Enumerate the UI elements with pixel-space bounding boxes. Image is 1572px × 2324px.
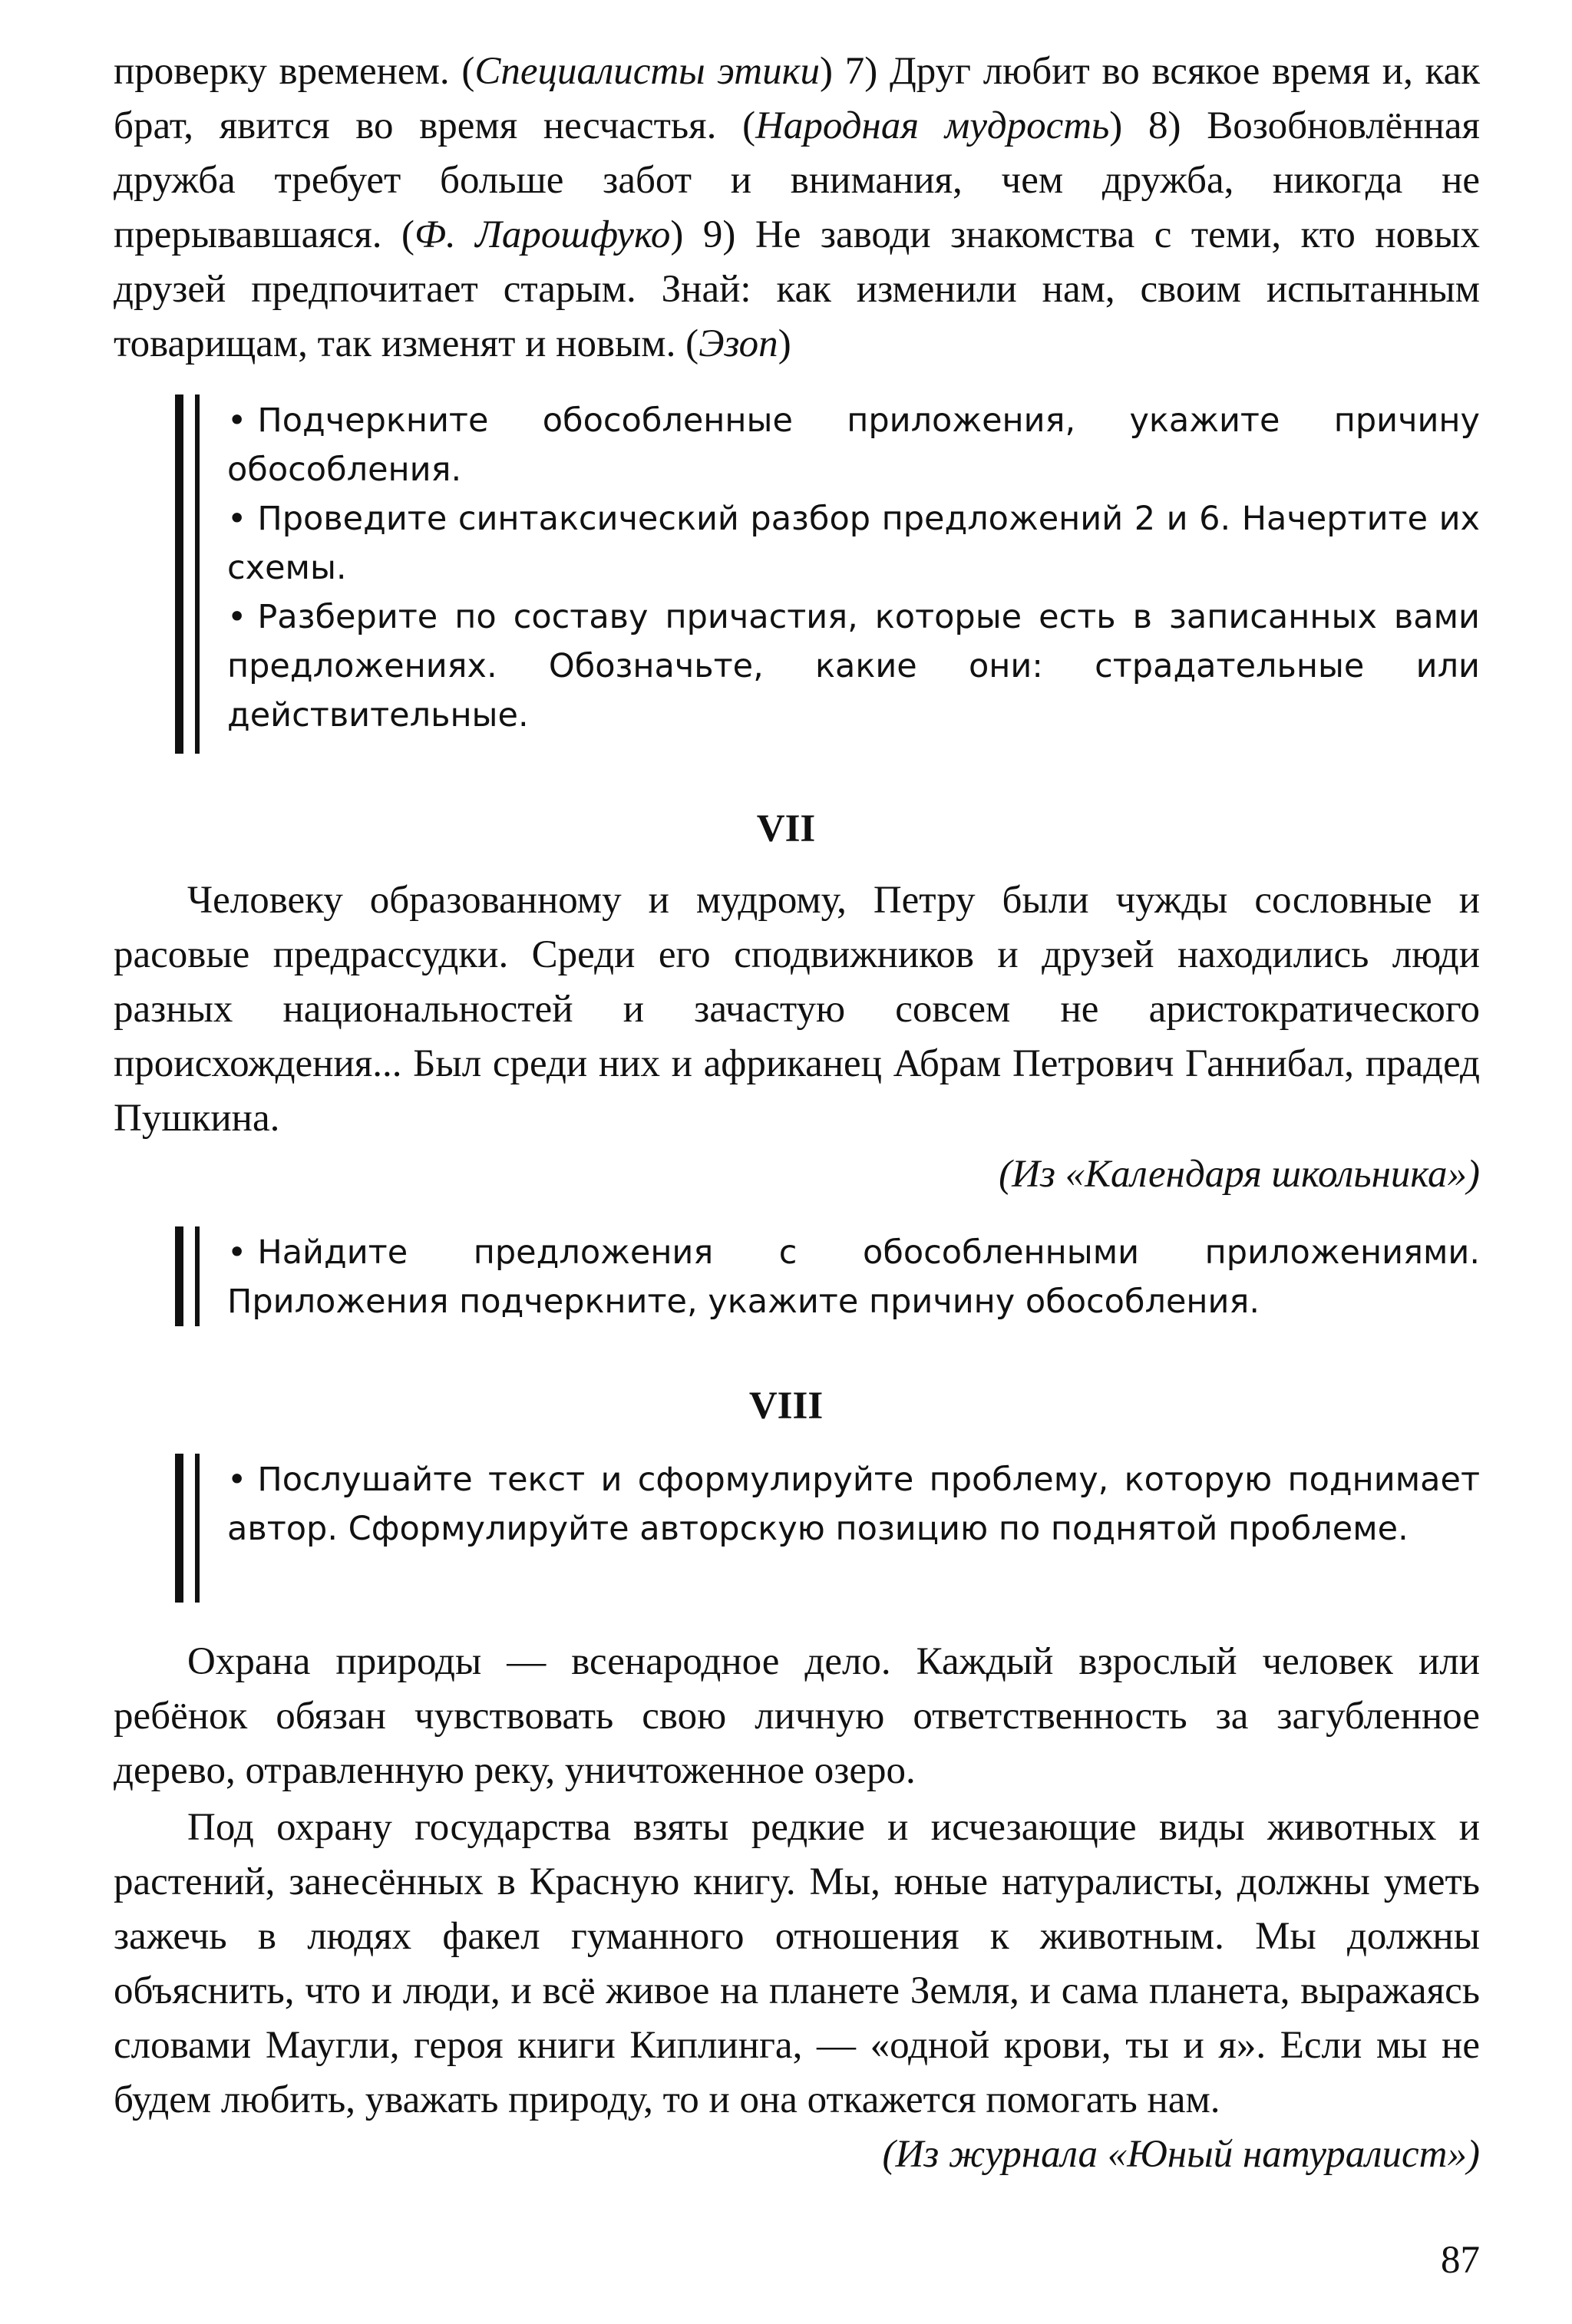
bullet-icon: • <box>227 1233 247 1272</box>
section-viii-source: (Из журнала «Юный натуралист») <box>882 2133 1480 2176</box>
task-block-1 <box>227 396 1480 740</box>
task-item: • Подчеркните обособленные приложения, укажите причину обособления. <box>227 401 1480 489</box>
quote-segment: ) 7) Друг любит во всякое время и, как брат, явится во время несчастья. ( <box>114 50 1480 147</box>
task-bar <box>175 394 183 754</box>
quote-author: Народная мудрость <box>755 104 1110 147</box>
quote-author: Эзоп <box>698 322 778 365</box>
bullet-icon: • <box>227 401 247 440</box>
quote-segment: проверку временем. ( <box>114 50 475 93</box>
task-block-3 <box>227 1455 1480 1553</box>
bullet-icon: • <box>227 1461 247 1499</box>
quote-segment: ) 9) Не заводи знакомства с теми, кто новых друзей предпочитает старым. Знай: как изменили нам, своим испытанным товарищам, так изменят и новым. ( <box>114 213 1480 365</box>
section-viii-paragraph-2: Под охрану государства взяты редкие и исчезающие виды животных и растений, занесённых в Красную книгу. Мы, юные натуралисты, должны уметь зажечь в людях факел гуманного отношения к животным. Мы должны объяснить, что и люди, и всё живое на планете Земля, и сама планета, выражаясь словами Маугли, героя книги Киплинга, — «одной крови, ты и я». Если мы не будем любить, уважать природу, то и она откажется помогать нам. <box>114 1806 1480 2121</box>
quote-author: Специалисты этики <box>474 50 820 93</box>
section-heading-viii: VIII <box>748 1385 824 1428</box>
page-number: 87 <box>1441 2239 1480 2282</box>
section-heading-vii: VII <box>756 807 816 850</box>
bullet-icon: • <box>227 598 247 636</box>
task-bar <box>175 1226 183 1326</box>
task-item: • Разберите по составу причастия, которые есть в записанных вами предложениях. Обозначьте, какие они: страдательные или действительные. <box>227 598 1480 735</box>
section-vii-text: Человеку образованному и мудрому, Петру были чужды сословные и расовые предрассудки. Среди его сподвижников и друзей находились люди разных национальностей и зачастую совсем не аристократического происхождения... Был среди них и африканец Абрам Петрович Ганнибал, прадед Пушкина. <box>114 879 1480 1140</box>
task-item: • Найдите предложения с обособленными приложениями. Приложения подчеркните, укажите причину обособления. <box>227 1233 1480 1321</box>
task-bar <box>175 1454 183 1603</box>
section-vii-source: (Из «Календаря школьника») <box>999 1153 1480 1196</box>
bullet-icon: • <box>227 500 247 538</box>
quotes-paragraph <box>114 45 1480 371</box>
quote-segment: ) 8) Возобновлённая дружба требует больше забот и внимания, чем дружба, никогда не прерывавшаяся. ( <box>114 104 1480 256</box>
quote-segment: ) <box>778 322 791 365</box>
task-bar <box>195 394 200 754</box>
task-bar <box>195 1226 200 1326</box>
task-item: • Проведите синтаксический разбор предложений 2 и 6. Начертите их схемы. <box>227 500 1480 587</box>
quote-author: Ф. Ларошфуко <box>414 213 671 256</box>
task-item: • Послушайте текст и сформулируйте проблему, которую поднимает автор. Сформулируйте авторскую позицию по поднятой проблеме. <box>227 1461 1480 1548</box>
section-viii-paragraph-1: Охрана природы — всенародное дело. Каждый взрослый человек или ребёнок обязан чувствовать свою личную ответственность за загубленное дерево, отравленную реку, уничтоженное озеро. <box>114 1640 1480 1792</box>
task-bar <box>195 1454 200 1603</box>
task-block-2 <box>227 1228 1480 1326</box>
